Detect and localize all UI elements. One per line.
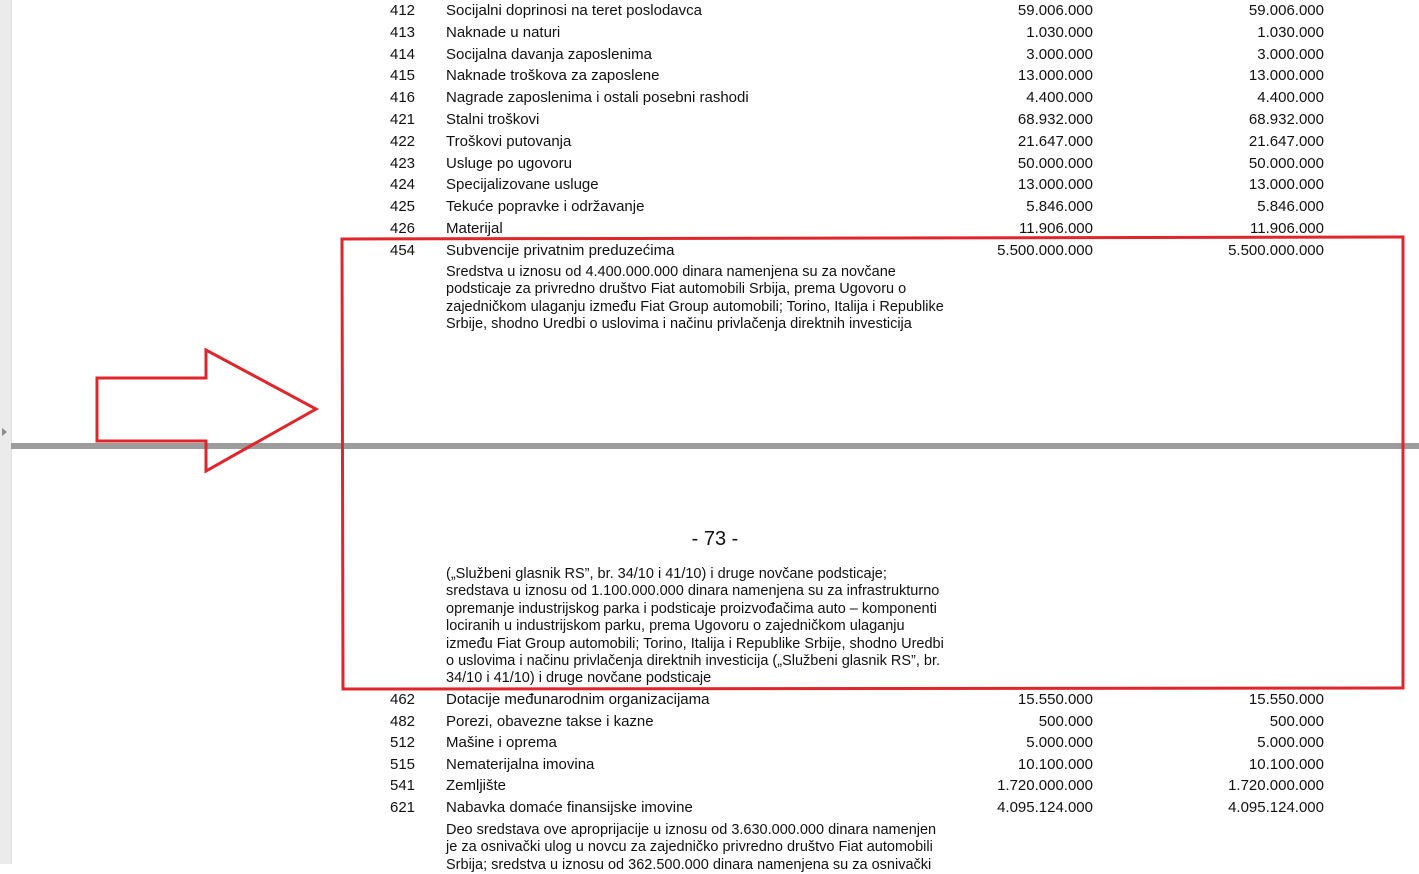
- account-code: 424: [390, 176, 416, 194]
- table-row: [0, 131, 1419, 153]
- page-number: - 73 -: [691, 528, 739, 550]
- expand-panel-arrow-icon[interactable]: [2, 428, 7, 436]
- amount-column-1: 4.095.124.000: [997, 799, 1093, 816]
- account-description: Tekuće popravke i održavanje: [446, 198, 645, 216]
- account-code: 426: [390, 220, 416, 237]
- amount-column-1: 11.906.000: [1019, 220, 1093, 237]
- amount-column-2: 1.030.000: [1257, 23, 1324, 41]
- note-line: Srbije, shodno Uredbi o uslovima i načinu privlačenja direktnih investicija: [446, 316, 912, 333]
- amount-column-2: 13.000.000: [1248, 176, 1324, 194]
- amount-column-2: 4.400.000: [1257, 89, 1324, 107]
- note-line: je za osnivački ulog u novcu za zajedničko privredno društvo Fiat automobili: [446, 839, 933, 856]
- note-line: („Službeni glasnik RS”, br. 34/10 i 41/10) i druge novčane podsticaje;: [446, 566, 887, 582]
- account-description: Socijalna davanja zaposlenima: [446, 45, 652, 63]
- amount-column-1: 5.500.000.000: [997, 241, 1093, 259]
- amount-column-1: 50.000.000: [1017, 154, 1093, 172]
- amount-column-2: 10.100.000: [1248, 755, 1324, 773]
- table-row: [0, 797, 1419, 819]
- amount-column-2: 59.006.000: [1248, 2, 1324, 19]
- amount-column-2: 5.500.000.000: [1228, 241, 1324, 259]
- note-line: Deo sredstava ove aproprijacije u iznosu od 3.630.000.000 dinara namenjen: [446, 822, 937, 838]
- account-code: 621: [390, 799, 416, 816]
- note-line: između Fiat Group automobili; Torino, Italija i Republike Srbije, shodno Uredbi: [446, 635, 944, 652]
- account-description: Stalni troškovi: [446, 111, 540, 128]
- amount-column-1: 4.400.000: [1026, 89, 1093, 107]
- account-description: Zemljište: [446, 777, 507, 795]
- account-description: Nabavka domaće finansijske imovine: [446, 799, 693, 816]
- amount-column-1: 59.006.000: [1017, 2, 1093, 19]
- table-row: [0, 174, 1419, 196]
- account-code: 423: [390, 154, 416, 172]
- note-line: lociranih u industrijskom parku, prema Ugovoru o zajedničkom ulaganju: [446, 618, 905, 635]
- note-line: opremanje industrijskog parka i podsticaje proizvođačima auto – komponenti: [446, 600, 937, 617]
- account-description: Subvencije privatnim preduzećima: [446, 241, 675, 259]
- account-code: 416: [390, 89, 416, 107]
- table-row: [0, 65, 1419, 87]
- account-description: Nagrade zaposlenima i ostali posebni rashodi: [446, 89, 749, 107]
- note-line: podsticaje za privredno društvo Fiat automobili Srbija, prema Ugovoru o: [446, 281, 907, 298]
- amount-column-2: 11.906.000: [1250, 220, 1324, 237]
- amount-column-2: 1.720.000.000: [1228, 777, 1324, 795]
- amount-column-1: 5.000.000: [1026, 734, 1093, 752]
- note-line: Srbija; sredstva u iznosu od 362.500.000 dinara namenjena su za osnivački: [446, 856, 932, 873]
- amount-column-2: 5.000.000: [1257, 734, 1324, 752]
- account-description: Dotacije međunarodnim organizacijama: [446, 691, 710, 708]
- table-row: [0, 689, 1419, 711]
- note-line: Sredstva u iznosu od 4.400.000.000 dinara namenjena su za novčane: [446, 264, 896, 280]
- table-row: [0, 153, 1419, 175]
- note-line: 34/10 i 41/10) i druge novčane podsticaje: [446, 670, 712, 687]
- account-description: Socijalni doprinosi na teret poslodavca: [446, 2, 702, 19]
- page-break-separator: [11, 443, 1419, 449]
- account-code: 414: [390, 45, 416, 63]
- table-row: [0, 109, 1419, 131]
- account-description: Naknade troškova za zaposlene: [446, 67, 660, 85]
- account-code: 462: [390, 691, 416, 708]
- account-code: 515: [390, 755, 416, 773]
- account-code: 482: [390, 712, 416, 730]
- amount-column-1: 1.030.000: [1026, 23, 1093, 41]
- amount-column-2: 50.000.000: [1248, 154, 1324, 172]
- account-code: 425: [390, 198, 416, 216]
- amount-column-1: 21.647.000: [1017, 132, 1093, 150]
- amount-column-2: 68.932.000: [1248, 111, 1324, 128]
- table-row: [0, 218, 1419, 240]
- account-description: Nematerijalna imovina: [446, 755, 595, 773]
- account-description: Porezi, obavezne takse i kazne: [446, 712, 654, 730]
- table-row: [0, 775, 1419, 797]
- account-code: 421: [390, 111, 416, 128]
- amount-column-2: 3.000.000: [1257, 45, 1324, 63]
- amount-column-1: 13.000.000: [1017, 176, 1093, 194]
- amount-column-1: 500.000: [1038, 712, 1093, 730]
- account-code: 413: [390, 23, 416, 41]
- account-code: 541: [390, 777, 416, 795]
- note-subsidies-page-73-start: [446, 264, 986, 334]
- account-description: Mašine i oprema: [446, 734, 557, 752]
- amount-column-2: 15.550.000: [1248, 691, 1324, 708]
- account-description: Specijalizovane usluge: [446, 176, 599, 194]
- amount-column-1: 13.000.000: [1017, 67, 1093, 85]
- account-description: Naknade u naturi: [446, 23, 561, 41]
- amount-column-1: 15.550.000: [1017, 691, 1093, 708]
- amount-column-1: 10.100.000: [1017, 755, 1093, 773]
- account-description: Troškovi putovanja: [446, 132, 572, 150]
- table-row: [0, 754, 1419, 776]
- table-row: [0, 87, 1419, 109]
- table-row: [0, 0, 1419, 22]
- annotation-arrow-icon: [97, 350, 316, 471]
- table-row: [0, 240, 1419, 262]
- amount-column-1: 3.000.000: [1026, 45, 1093, 63]
- note-subsidies-page-73-continued: [446, 566, 986, 688]
- note-line: zajedničkom ulaganju između Fiat Group automobili; Torino, Italija i Republike: [446, 298, 944, 315]
- amount-column-2: 21.647.000: [1248, 132, 1324, 150]
- amount-column-2: 13.000.000: [1248, 67, 1324, 85]
- table-row: [0, 196, 1419, 218]
- amount-column-1: 5.846.000: [1026, 198, 1093, 216]
- amount-column-2: 5.846.000: [1257, 198, 1324, 216]
- account-code: 454: [390, 241, 416, 259]
- amount-column-2: 4.095.124.000: [1228, 799, 1324, 816]
- table-row: [0, 711, 1419, 733]
- note-line: o uslovima i načinu privlačenja direktnih investicija („Službeni glasnik RS”, br.: [446, 653, 941, 670]
- table-row: [0, 22, 1419, 44]
- account-code: 412: [390, 2, 416, 19]
- amount-column-1: 68.932.000: [1017, 111, 1093, 128]
- note-line: sredstava u iznosu od 1.100.000.000 dinara namenjena su za infrastrukturno: [446, 583, 940, 600]
- account-code: 512: [390, 734, 416, 752]
- account-description: Materijal: [446, 220, 503, 237]
- amount-column-1: 1.720.000.000: [997, 777, 1093, 795]
- account-description: Usluge po ugovoru: [446, 154, 572, 172]
- table-row: [0, 44, 1419, 66]
- account-code: 415: [390, 67, 416, 85]
- account-code: 422: [390, 132, 416, 150]
- table-row: [0, 732, 1419, 754]
- amount-column-2: 500.000: [1269, 712, 1324, 730]
- note-financial-assets: [446, 822, 986, 874]
